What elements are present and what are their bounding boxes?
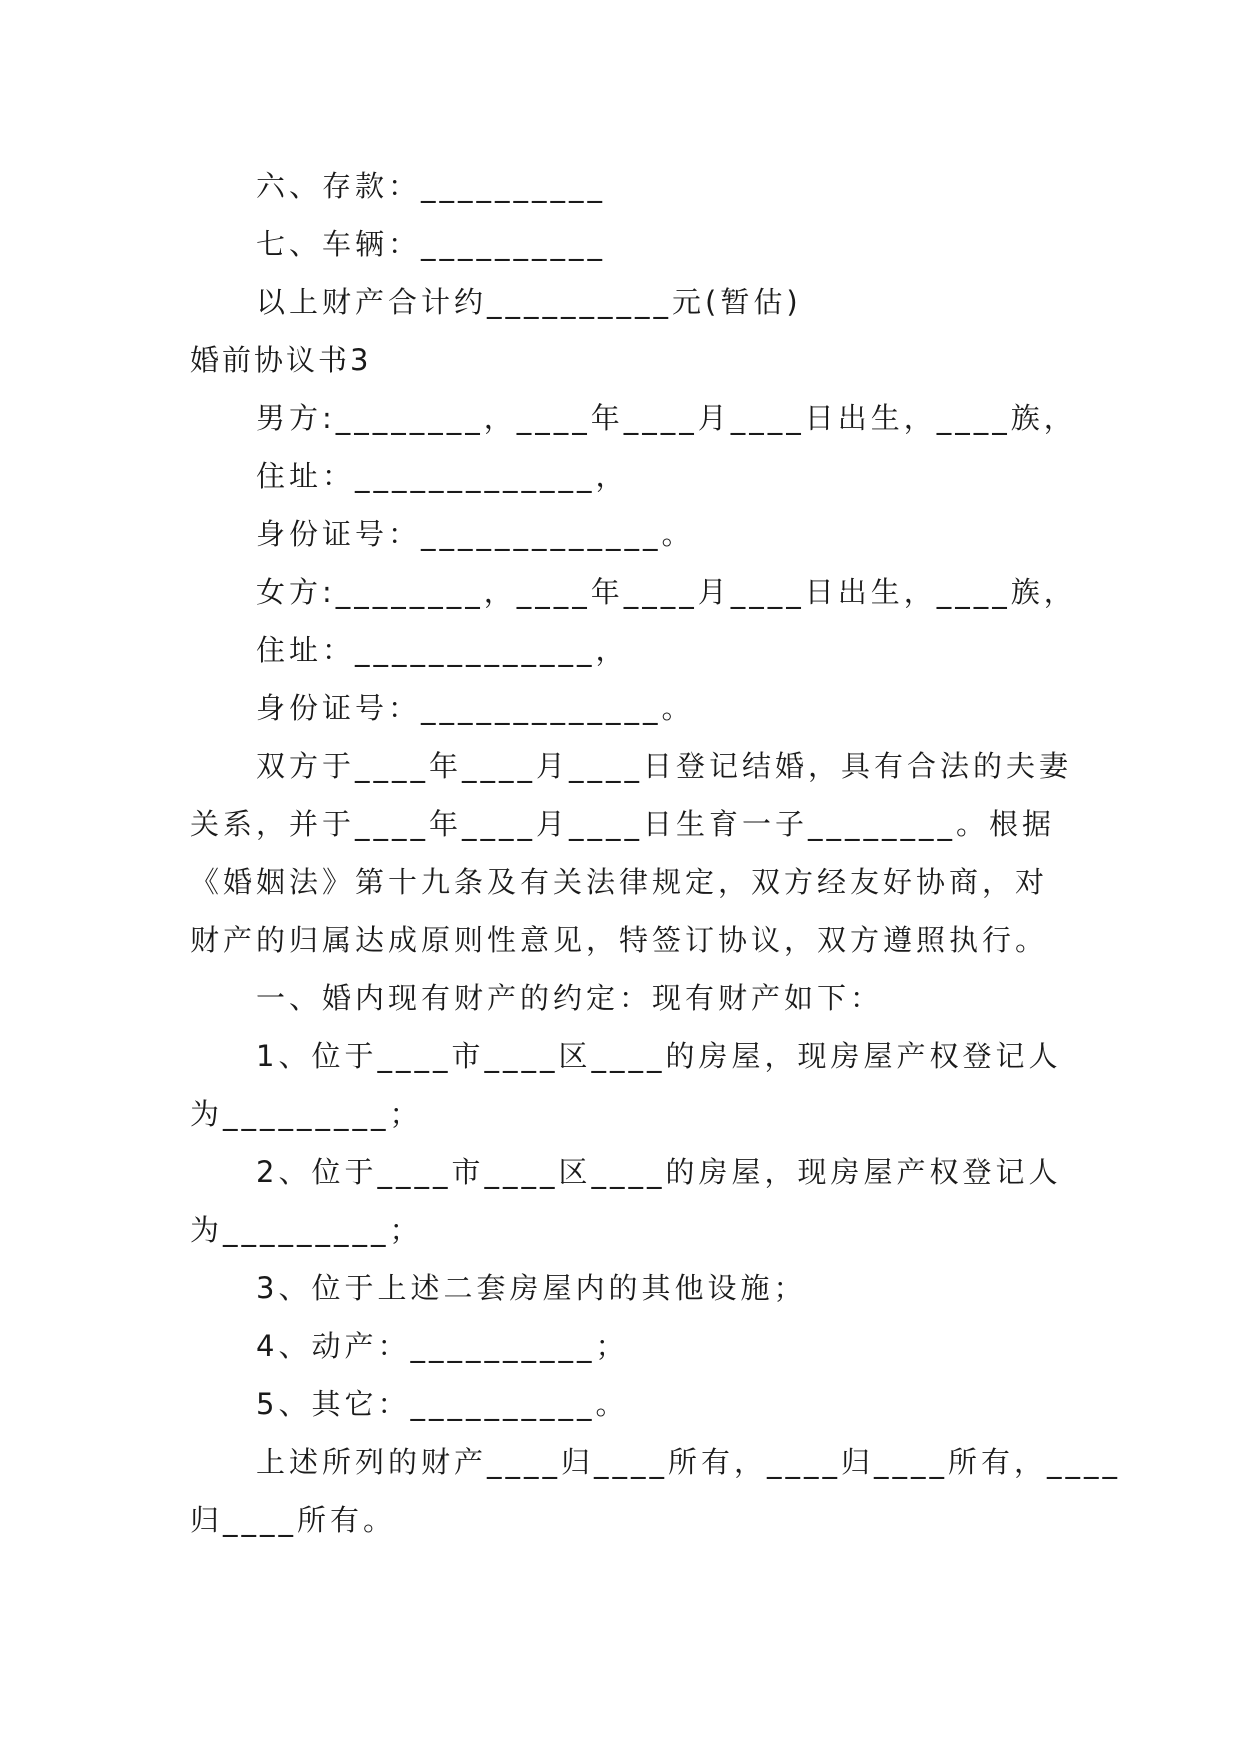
text-line: 《婚姻法》第十九条及有关法律规定，双方经友好协商，对	[190, 865, 1049, 899]
text-line: 4、动产：__________；	[256, 1329, 629, 1363]
text-line: 男方:________，____年____月____日出生，____族，	[256, 401, 1077, 435]
text-line: 身份证号：_____________。	[256, 517, 695, 551]
text-line: 财产的归属达成原则性意见，特签订协议，双方遵照执行。	[190, 923, 1049, 957]
text-line: 以上财产合计约__________元(暂估)	[256, 285, 802, 319]
text-line: 身份证号：_____________。	[256, 691, 695, 725]
text-line: 七、车辆：__________	[256, 227, 607, 261]
text-line: 一、婚内现有财产的约定：现有财产如下：	[256, 981, 884, 1015]
text-line: 为_________；	[190, 1213, 423, 1247]
text-line: 六、存款：__________	[256, 169, 607, 203]
text-line: 2、位于____市____区____的房屋，现房屋产权登记人	[256, 1155, 1062, 1189]
text-line: 归____所有。	[190, 1503, 397, 1537]
text-line: 女方:________，____年____月____日出生，____族，	[256, 575, 1077, 609]
text-line: 双方于____年____月____日登记结婚，具有合法的夫妻	[256, 749, 1073, 783]
text-line: 关系，并于____年____月____日生育一子________。根据	[190, 807, 1056, 841]
text-line: 5、其它：__________。	[256, 1387, 629, 1421]
text-line: 3、位于上述二套房屋内的其他设施；	[256, 1271, 807, 1305]
text-line: 上述所列的财产____归____所有，____归____所有，____	[256, 1445, 1122, 1479]
text-line: 住址：_____________，	[256, 633, 629, 667]
section-title: 婚前协议书3	[190, 343, 372, 377]
text-line: 住址：_____________，	[256, 459, 629, 493]
text-line: 1、位于____市____区____的房屋，现房屋产权登记人	[256, 1039, 1062, 1073]
text-line: 为_________；	[190, 1097, 423, 1131]
